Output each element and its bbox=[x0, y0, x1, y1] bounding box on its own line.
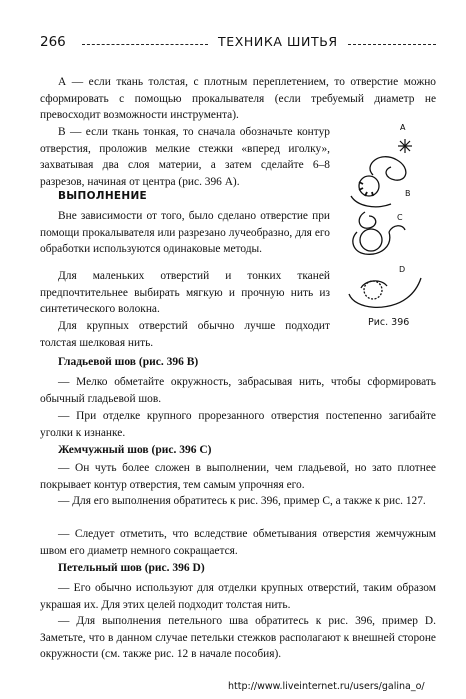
paragraph-small-holes: Для маленьких отверстий и тонких тканей предпочтительнее выбирать мягкую и прочную нить из синтетического волокна. bbox=[40, 270, 330, 316]
footer-url: http://www.liveinternet.ru/users/galina_o/ bbox=[228, 681, 425, 692]
diagram-d bbox=[349, 265, 421, 307]
header-dash-right bbox=[348, 44, 436, 45]
diagram-c bbox=[353, 212, 405, 254]
page-header bbox=[40, 34, 436, 54]
stitch-diagrams bbox=[345, 120, 435, 320]
diagram-b bbox=[351, 157, 411, 207]
heading-buttonhole-stitch: Петельный шов (рис. 396 D) bbox=[58, 562, 205, 574]
section-heading-execution: ВЫПОЛНЕНИЕ bbox=[58, 190, 148, 202]
heading-pearl-stitch: Жемчужный шов (рис. 396 С) bbox=[58, 444, 212, 456]
page-number: 266 bbox=[40, 34, 66, 50]
figure-396 bbox=[345, 120, 435, 340]
satin-paragraph-1: — Мелко обметайте окружность, забрасывая нить, чтобы сформировать обычный гладьевой шов. bbox=[40, 376, 436, 405]
satin-paragraph-2: — При отделке крупного прорезанного отверстия постепенно загибайте уголки к изнанке. bbox=[40, 410, 436, 439]
figure-label-d: D bbox=[399, 265, 406, 274]
paragraph-methods: Вне зависимости от того, было сделано отверстие при помощи прокалывателя или разрезано лучеобразно, для его обработки используются одинаковые методы. bbox=[40, 210, 330, 256]
figure-caption: Рис. 396 bbox=[368, 317, 410, 328]
figure-label-a: A bbox=[400, 123, 406, 132]
pearl-paragraph-3: — Следует отметить, что вследствие обметывания отверстия жемчужным швом его диаметр немного сокращается. bbox=[40, 528, 436, 557]
buttonhole-paragraph-1: — Его обычно используют для отделки крупных отверстий, таким образом украшая их. Для этих целей подходит толстая нить. bbox=[40, 582, 436, 611]
figure-label-c: C bbox=[397, 213, 403, 222]
pearl-paragraph-2: — Для его выполнения обратитесь к рис. 396, пример С, а также к рис. 127. bbox=[58, 495, 426, 507]
buttonhole-paragraph-2: — Для выполнения петельного шва обратитесь к рис. 396, пример D. Заметьте, что в данном случае петельки стежков располагают к внешней стороне окружности (см. также рис. 12 в начале пособия). bbox=[40, 615, 436, 661]
running-title: ТЕХНИКА ШИТЬЯ bbox=[218, 34, 338, 49]
paragraph-b: В — если ткань тонкая, то сначала обозначьте контур отверстия, проложив мелкие стежки «вперед иголку», захватывая два слоя материи, а затем сделайте 6–8 разрезов, начиная от центра (рис. 396 А). bbox=[40, 126, 330, 188]
figure-label-b: B bbox=[405, 189, 411, 198]
header-dash-left bbox=[82, 44, 208, 45]
paragraph-large-holes: Для крупных отверстий обычно лучше подходит толстая шелковая нить. bbox=[40, 320, 330, 349]
pearl-paragraph-1: — Он чуть более сложен в выполнении, чем гладьевой, но зато плотнее покрывает контур отверстия, тем самым упрочняя его. bbox=[40, 462, 436, 491]
paragraph-a: А — если ткань толстая, с плотным переплетением, то отверстие можно сформировать с помощью прокалывателя (если требуемый диаметр не превосходит возможности инструмента). bbox=[40, 76, 436, 122]
heading-satin-stitch: Гладьевой шов (рис. 396 В) bbox=[58, 356, 199, 368]
diagram-a bbox=[398, 123, 412, 153]
